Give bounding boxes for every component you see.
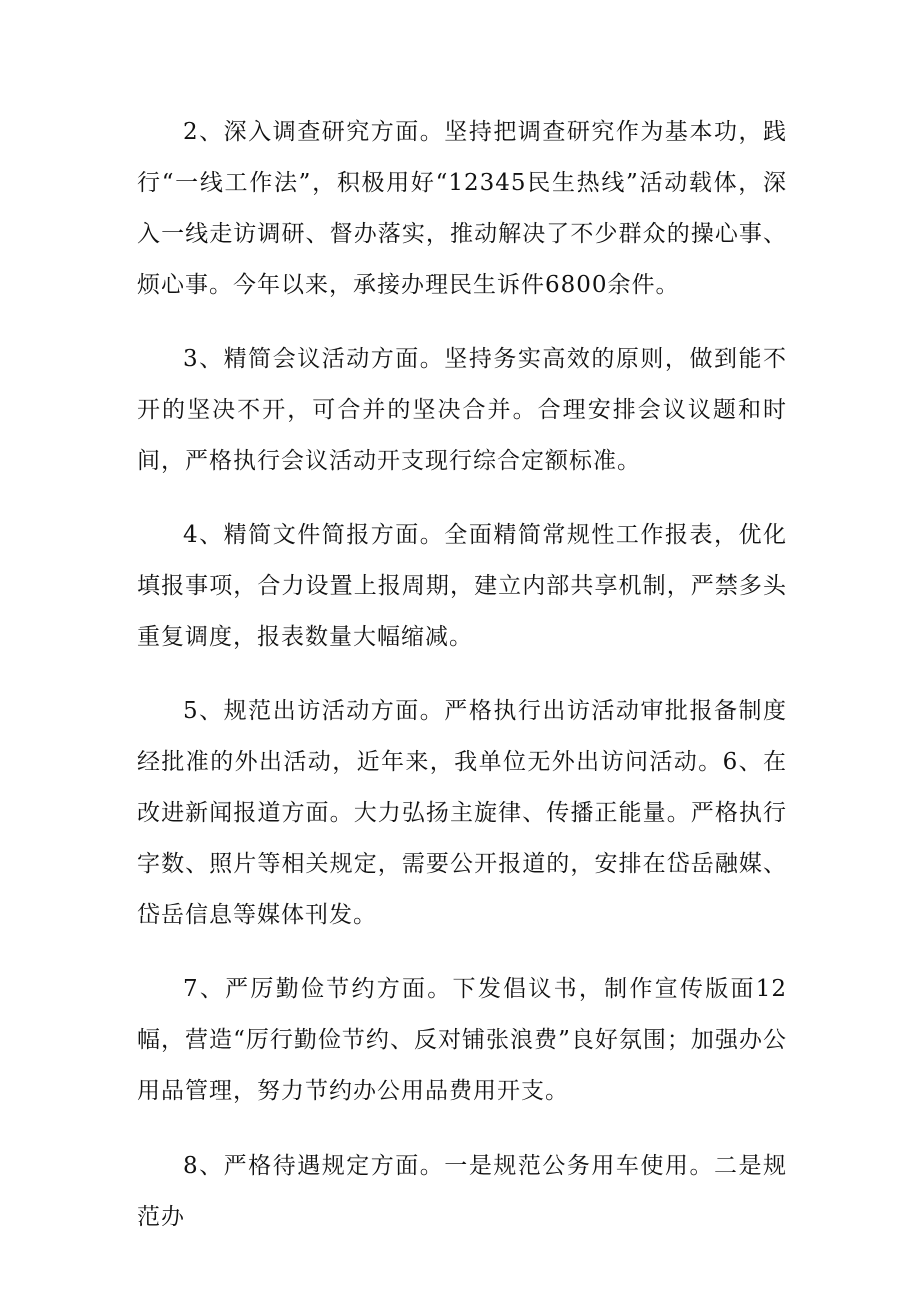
paragraph-item-5-6: 5、规范出访活动方面。严格执行出访活动审批报备制度经批准的外出活动，近年来，我单位无外出访问活动。6、在改进新闻报道方面。大力弘扬主旋律、传播正能量。严格执行字数、照片等相关规定，需要公开报道的，安排在岱岳融媒、岱岳信息等媒体刊发。 xyxy=(137,698,787,928)
paragraph-item-4: 4、精简文件简报方面。全面精简常规性工作报表，优化填报事项，合力设置上报周期，建立内部共享机制，严禁多头重复调度，报表数量大幅缩减。 xyxy=(137,522,787,650)
paragraph-item-8: 8、严格待遇规定方面。一是规范公务用车使用。二是规范办 xyxy=(137,1153,787,1230)
paragraph-item-3: 3、精简会议活动方面。坚持务实高效的原则，做到能不开的坚决不开，可合并的坚决合并。合理安排会议议题和时间，严格执行会议活动开支现行综合定额标准。 xyxy=(137,346,787,474)
paragraph-item-2: 2、深入调查研究方面。坚持把调查研究作为基本功，践行“一线工作法”，积极用好“12345民生热线”活动载体，深入一线走访调研、督办落实，推动解决了不少群众的操心事、烦心事。今年以来，承接办理民生诉件6800余件。 xyxy=(137,119,787,298)
paragraph-item-7: 7、严厉勤俭节约方面。下发倡议书，制作宣传版面12幅，营造“厉行勤俭节约、反对铺张浪费”良好氛围；加强办公用品管理，努力节约办公用品费用开支。 xyxy=(137,976,787,1104)
